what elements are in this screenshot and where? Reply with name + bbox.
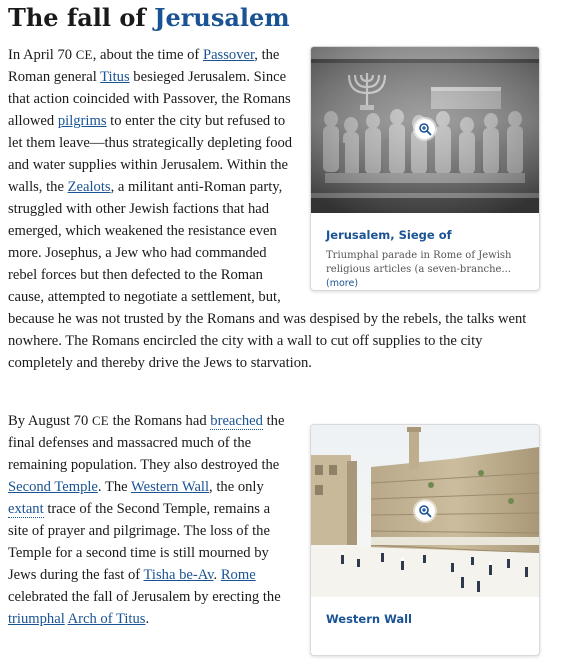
link-second-temple[interactable]: Second Temple [8,479,98,495]
figure-arch-of-titus[interactable] [310,46,540,291]
text: the Romans had [108,413,211,429]
paragraph-siege [8,44,540,374]
more-link[interactable]: (more) [326,278,359,289]
text: By August 70 [8,413,92,429]
era-label: CE [75,48,93,62]
paragraph-fall [8,410,540,666]
link-tisha-be-av[interactable]: Tisha be-Av [143,567,214,583]
text: celebrated the fall of Jerusalem by erecting the [8,589,281,605]
text: , the only [209,479,264,495]
title-prefix: The fall of [8,3,155,32]
magnify-plus-icon[interactable] [415,501,435,521]
figure-western-wall[interactable] [310,424,540,656]
text: the final defenses and massacred much of the remaining population. They also destroyed the [8,413,285,473]
link-extant[interactable]: extant [8,501,44,517]
text: , the Roman general [8,47,280,85]
link-titus[interactable]: Titus [100,69,130,85]
text: besieged Jerusalem. Since that action coincided with Passover, the Romans allowed [8,69,291,129]
text: . The [97,479,132,495]
text: In April 70 [8,47,76,63]
link-zealots[interactable]: Zealots [67,179,111,195]
link-pilgrims[interactable]: pilgrims [57,113,107,129]
figure-caption [311,213,539,291]
text: , about the time of [92,47,203,63]
title-keyword: Jerusalem [154,3,290,32]
magnify-plus-icon[interactable] [415,119,435,139]
link-arch-of-titus[interactable]: Arch of Titus [67,611,146,627]
figure-description [326,249,524,291]
text: to enter the city but refused to let them leave—thus strategically depleting food and water supplies within Jerusalem. Within the walls, the [8,113,293,195]
text: . [213,567,221,583]
magnify-plus-glyph [418,504,432,518]
text: , a militant anti-Roman party, struggled with other Jewish factions that had emerged, which weakened the resistance even more. Josephus, a Jew who had commanded rebel forces but then defected to the Roman cause, attempted to negotiate a settlement, but, because he was not trusted by the Romans and was despised by the rebels, the talks went nowhere. The Romans encircled the city with a wall to cut off supplies to the city completely and thereby drive the Jews to starvation. [8,179,527,371]
magnify-plus-glyph [418,122,432,136]
link-triumphal[interactable]: triumphal [8,611,65,627]
text: trace of the Second Temple, remains a site of prayer and pilgrimage. The loss of the Temple for a second time is still mourned by Jews during the fast of [8,501,271,583]
western-wall-image[interactable] [311,425,539,597]
figure-caption [311,597,539,627]
link-rome[interactable]: Rome [220,567,256,583]
page-title [8,2,290,34]
link-western-wall[interactable]: Western Wall [131,479,210,495]
text: . [145,611,150,627]
era-label: CE [91,414,109,428]
figure-title[interactable]: Jerusalem, Siege of [326,228,452,242]
link-breached[interactable]: breached [210,413,263,429]
arch-relief-image[interactable] [311,47,539,213]
link-passover[interactable]: Passover [202,47,255,63]
figure-title[interactable]: Western Wall [326,612,412,626]
figure-description-text: Triumphal parade in Rome of Jewish religious articles (a seven-branche... [326,250,512,275]
